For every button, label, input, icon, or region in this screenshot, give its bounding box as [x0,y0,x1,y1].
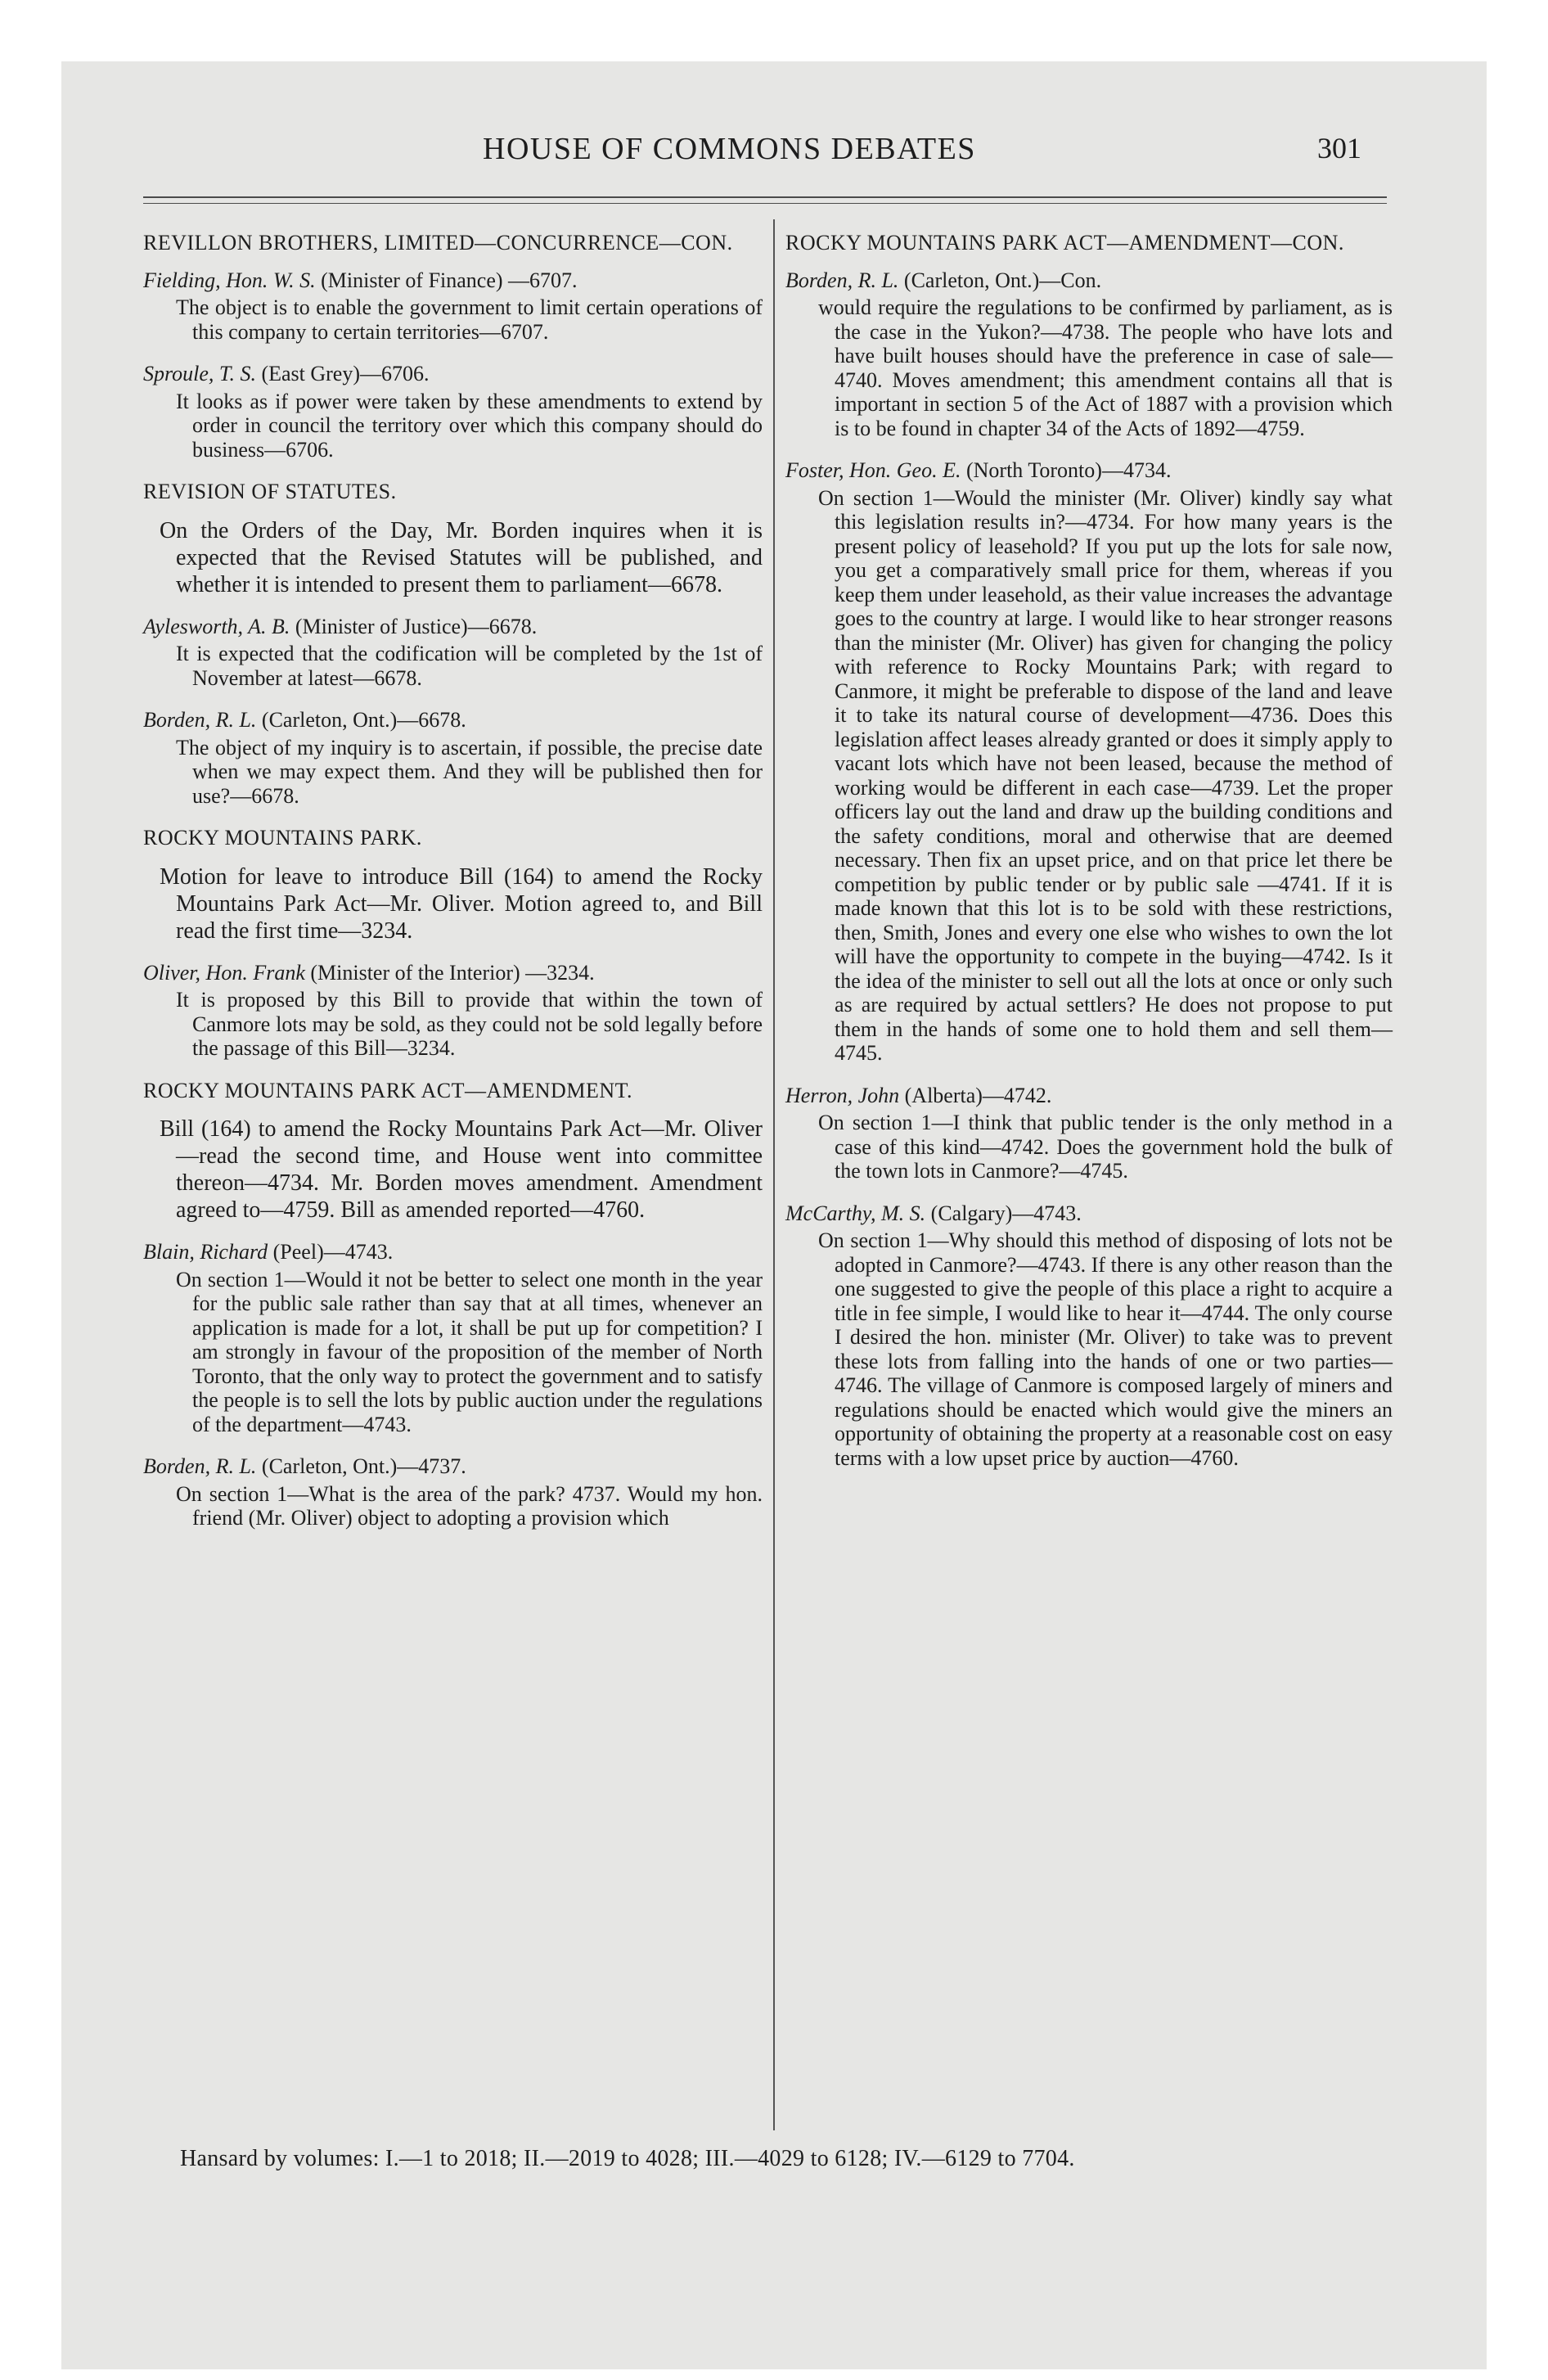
speaker-detail: (Minister of the Interior) —3234. [304,960,595,985]
speaker-detail: (Peel)—4743. [268,1240,394,1264]
speaker-name: Foster, Hon. Geo. E. [785,458,961,482]
column-divider [773,219,775,2130]
speaker-detail: (Minister of Justice)—6678. [290,614,538,638]
footer-volume-index: Hansard by volumes: I.—1 to 2018; II.—2019 to 4028; III.—4029 to 6128; IV.—6129 to 7704. [180,2146,1075,2171]
speech-summary: On section 1—Would it not be better to select one month in the year for the public sale rather than say that at all times, whenever an application is made for a lot, it shall be put up for competition? I am strongly in favour of the proposition of the member of North Toronto, that the only way to protect the government and to satisfy the people is to sell the lots by public auction under the regulations of the department—4743. [176,1267,763,1436]
speaker-entry [143,1454,763,1530]
speaker-entry [143,362,763,462]
speaker-entry [143,268,763,345]
section-heading: REVISION OF STATUTES. [143,480,397,503]
speech-summary: On section 1—I think that public tender is the only method in a case of this kind—4742. Does the government hold the bulk of the town lots in Canmore?—4745. [818,1111,1393,1183]
speaker-name: Aylesworth, A. B. [143,614,290,638]
speaker-line [143,961,763,985]
header-rule-thin [143,203,1387,204]
speaker-line [143,268,763,293]
speech-summary: On section 1—Why should this method of disposing of lots not be adopted in Canmore?—4743. If there is any other reason than the one suggested to give the people of this place a right to acquire a title in fee simple, I would like to hear it—4744. The only course I desired the hon. minister (Mr. Oliver) to take was to prevent these lots from falling into the hands of one or two parties—4746. The village of Canmore is composed largely of miners and regulations should be enacted which would give the miners an opportunity of obtaining the property at a reasonable cost on easy terms with a low upset price by auction—4760. [818,1228,1393,1470]
speech-summary: The object of my inquiry is to ascertain, if possible, the precise date when we may expect them. And they will be published then for use?—6678. [176,735,763,808]
speaker-line [143,1240,763,1264]
speaker-entry [143,615,763,691]
speech-summary: It is expected that the codification will be completed by the 1st of November at latest—6678. [176,642,763,690]
speaker-detail: (North Toronto)—4734. [961,458,1172,482]
section-heading: ROCKY MOUNTAINS PARK ACT—AMENDMENT. [143,1078,633,1102]
speaker-line [785,268,1393,293]
section-heading: ROCKY MOUNTAINS PARK ACT—AMENDMENT—CON. [785,231,1344,255]
speaker-name: Herron, John [785,1083,900,1107]
page-number: 301 [1317,132,1361,165]
speaker-line [785,1201,1393,1226]
speaker-name: Oliver, Hon. Frank [143,960,305,985]
speaker-entry [785,1201,1393,1471]
speaker-detail: (East Grey)—6706. [255,362,430,385]
speaker-line [785,1084,1393,1108]
speaker-entry [143,961,763,1061]
speaker-line [143,615,763,639]
speaker-detail: (Carleton, Ont.)—Con. [898,268,1102,292]
section-heading: REVILLON BROTHERS, LIMITED—CONCURRENCE—CON. [143,231,733,255]
speaker-detail: (Carleton, Ont.)—4737. [256,1454,466,1478]
speaker-name: Fielding, Hon. W. S. [143,268,316,292]
header-rule [143,196,1387,198]
section-heading: ROCKY MOUNTAINS PARK. [143,826,422,850]
speech-summary: On section 1—Would the minister (Mr. Oliver) kindly say what this legislation results in?—4734. For how many years is the present policy of leasehold? If you put up the lots for sale now, you get a comparatively small price for them, whereas if you keep them under leasehold, as their value increases the advantage goes to the country at large. I would like to hear stronger reasons than the minister (Mr. Oliver) has given for changing the policy with reference to Rocky Mountains Park; with regard to Canmore, it might be preferable to dispose of the land and leave it to take its natural course of development—4736. Does this legislation affect leases already granted or does it simply apply to vacant lots which have not been leased, because the method of working would be different in each case—4739. Let the proper officers lay out the land and draw up the building conditions and the safety conditions, moral and otherwise that are deemed necessary. Then fix an upset price, and on that price let there be competition by public tender or by public sale —4741. If it is made known that this lot is to be sold with these restrictions, then, Smith, Jones and every one else who wishes to own the lot will have the opportunity to compete in the buying—4742. Is it the idea of the minister to sell out all the lots at once or only such as are required by actual settlers? He does not propose to put them in the hands of some one to hold them and sell them—4745. [818,485,1393,1065]
speaker-entry [143,1240,763,1436]
speaker-line [143,708,763,732]
speech-summary: It is proposed by this Bill to provide that within the town of Canmore lots may be sold, as they could not be sold legally before the passage of this Bill—3234. [176,988,763,1060]
speaker-line [143,1454,763,1479]
speech-summary: The object is to enable the government to limit certain operations of this company to certain territories—6707. [176,295,763,344]
speaker-name: Borden, R. L. [785,268,899,292]
speech-summary: would require the regulations to be confirmed by parliament, as is the case in the Yukon?—4738. The people who have lots and have built houses should have the preference in case of sale—4740. Moves amendment; this amendment contains all that is important in section 5 of the Act of 1887 with a provision which is to be found in chapter 34 of the Acts of 1892—4759. [818,295,1393,440]
speaker-entry [785,458,1393,1066]
speaker-detail: (Carleton, Ont.)—6678. [256,708,466,732]
speech-summary: On section 1—What is the area of the park? 4737. Would my hon. friend (Mr. Oliver) object to adopting a provision which [176,1481,763,1530]
speaker-name: McCarthy, M. S. [785,1201,926,1225]
speaker-name: Borden, R. L. [143,1454,257,1478]
speech-summary: It looks as if power were taken by these amendments to extend by order in council the territory over which this company should do business—6706. [176,389,763,462]
motion-text: Bill (164) to amend the Rocky Mountains Park Act—Mr. Oliver—read the second time, and House went into committee thereon—4734. Mr. Borden moves amendment. Amendment agreed to—4759. Bill as amended reported—4760. [160,1116,763,1223]
speaker-detail: (Alberta)—4742. [899,1083,1052,1107]
speaker-name: Borden, R. L. [143,708,257,732]
motion-text: On the Orders of the Day, Mr. Borden inquires when it is expected that the Revised Statutes will be published, and whether it is intended to present them to parliament—6678. [160,517,763,597]
speaker-detail: (Calgary)—4743. [925,1201,1082,1225]
speaker-entry [785,1084,1393,1183]
running-header-title: HOUSE OF COMMONS DEBATES [483,132,976,166]
left-column [143,223,763,1548]
speaker-detail: (Minister of Finance) —6707. [315,268,578,292]
motion-text: Motion for leave to introduce Bill (164) to amend the Rocky Mountains Park Act—Mr. Oliver. Motion agreed to, and Bill read the first time—3234. [160,863,763,944]
right-column [785,223,1393,1488]
speaker-name: Blain, Richard [143,1240,268,1264]
speaker-line [785,458,1393,483]
speaker-entry [143,708,763,808]
speaker-line [143,362,763,386]
speaker-entry [785,268,1393,441]
speaker-name: Sproule, T. S. [143,362,256,385]
